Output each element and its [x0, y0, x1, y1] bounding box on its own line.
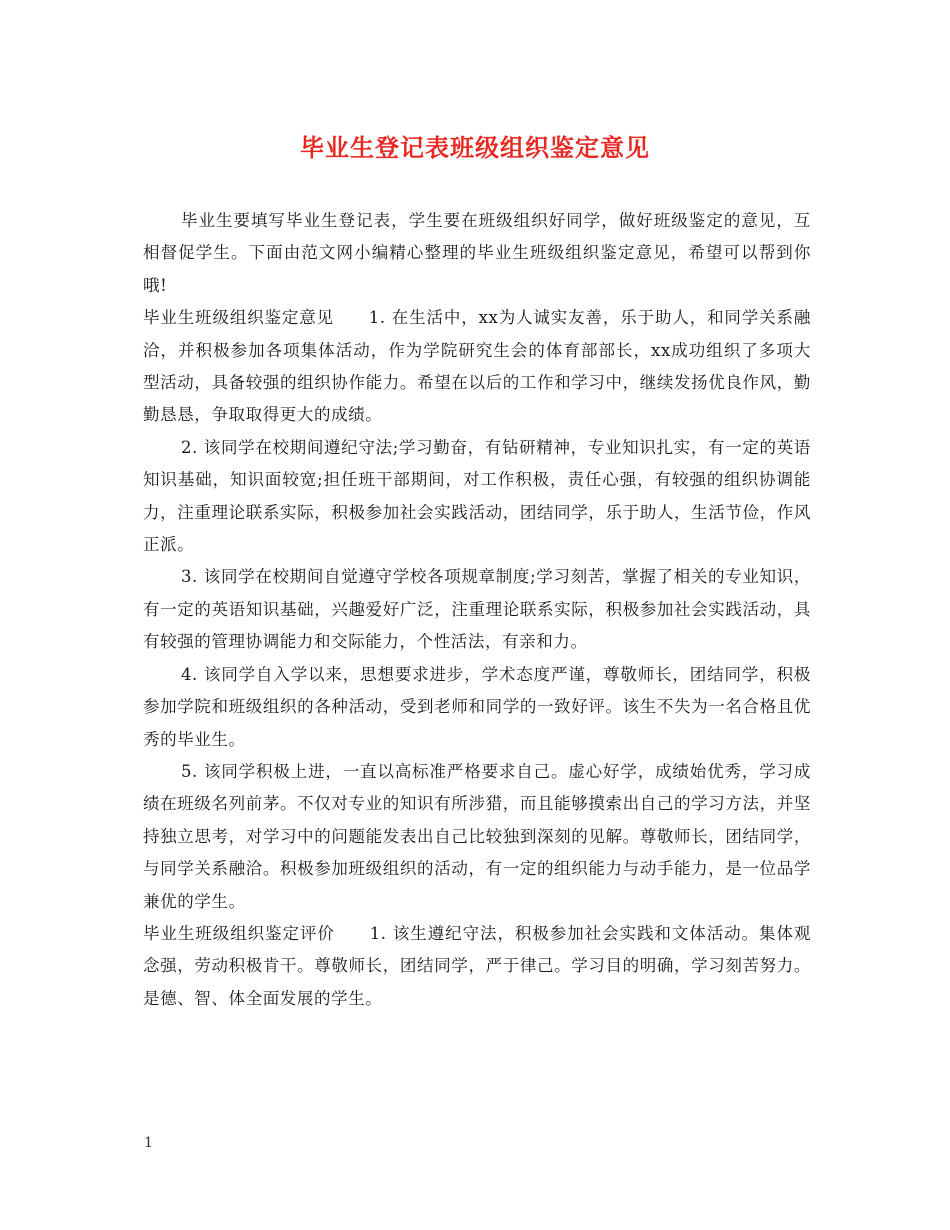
document-body: [143, 205, 811, 1015]
document-title: 毕业生登记表班级组织鉴定意见: [300, 133, 650, 162]
opinion-paragraph-1: 毕业生班级组织鉴定意见 1. 在生活中，xx为人诚实友善，乐于助人，和同学关系融洽，并积极参加各项集体活动，作为学院研究生会的体育部部长，xx成功组织了多项大型活动，具备较强的组织协作能力。希望在以后的工作和学习中，继续发扬优良作风，勤勤恳恳，争取取得更大的成绩。: [143, 308, 811, 425]
evaluation-paragraph-1: 毕业生班级组织鉴定评价 1. 该生遵纪守法，积极参加社会实践和文体活动。集体观念强，劳动积极肯干。尊敬师长，团结同学，严于律己。学习目的明确，学习刻苦努力。是德、智、体全面发展的学生。: [143, 923, 811, 1008]
intro-paragraph: 毕业生要填写毕业生登记表，学生要在班级组织好同学，做好班级鉴定的意见，互相督促学生。下面由范文网小编精心整理的毕业生班级组织鉴定意见，希望可以帮到你哦!: [143, 211, 811, 295]
page-number: 1: [144, 1135, 153, 1151]
opinion-paragraph-4: 4. 该同学自入学以来，思想要求进步，学术态度严谨，尊敬师长，团结同学，积极参加学院和班级组织的各种活动，受到老师和同学的一致好评。该生不失为一名合格且优秀的毕业生。: [143, 664, 811, 749]
opinion-paragraph-5: 5. 该同学积极上进，一直以高标准严格要求自己。虚心好学，成绩始优秀，学习成绩在班级名列前茅。不仅对专业的知识有所涉猎，而且能够摸索出自己的学习方法，并坚持独立思考，对学习中的问题能发表出自己比较独到深刻的见解。尊敬师长，团结同学，与同学关系融洽。积极参加班级组织的活动，有一定的组织能力与动手能力，是一位品学兼优的学生。: [143, 761, 811, 911]
opinion-paragraph-2: 2. 该同学在校期间遵纪守法;学习勤奋，有钻研精神，专业知识扎实，有一定的英语知识基础，知识面较宽;担任班干部期间，对工作积极，责任心强，有较强的组织协调能力，注重理论联系实际，积极参加社会实践活动，团结同学，乐于助人，生活节俭，作风正派。: [143, 437, 811, 555]
opinion-paragraph-3: 3. 该同学在校期间自觉遵守学校各项规章制度;学习刻苦，掌握了相关的专业知识，有一定的英语知识基础，兴趣爱好广泛，注重理论联系实际，积极参加社会实践活动，具有较强的管理协调能力和交际能力，个性活法，有亲和力。: [143, 567, 811, 652]
